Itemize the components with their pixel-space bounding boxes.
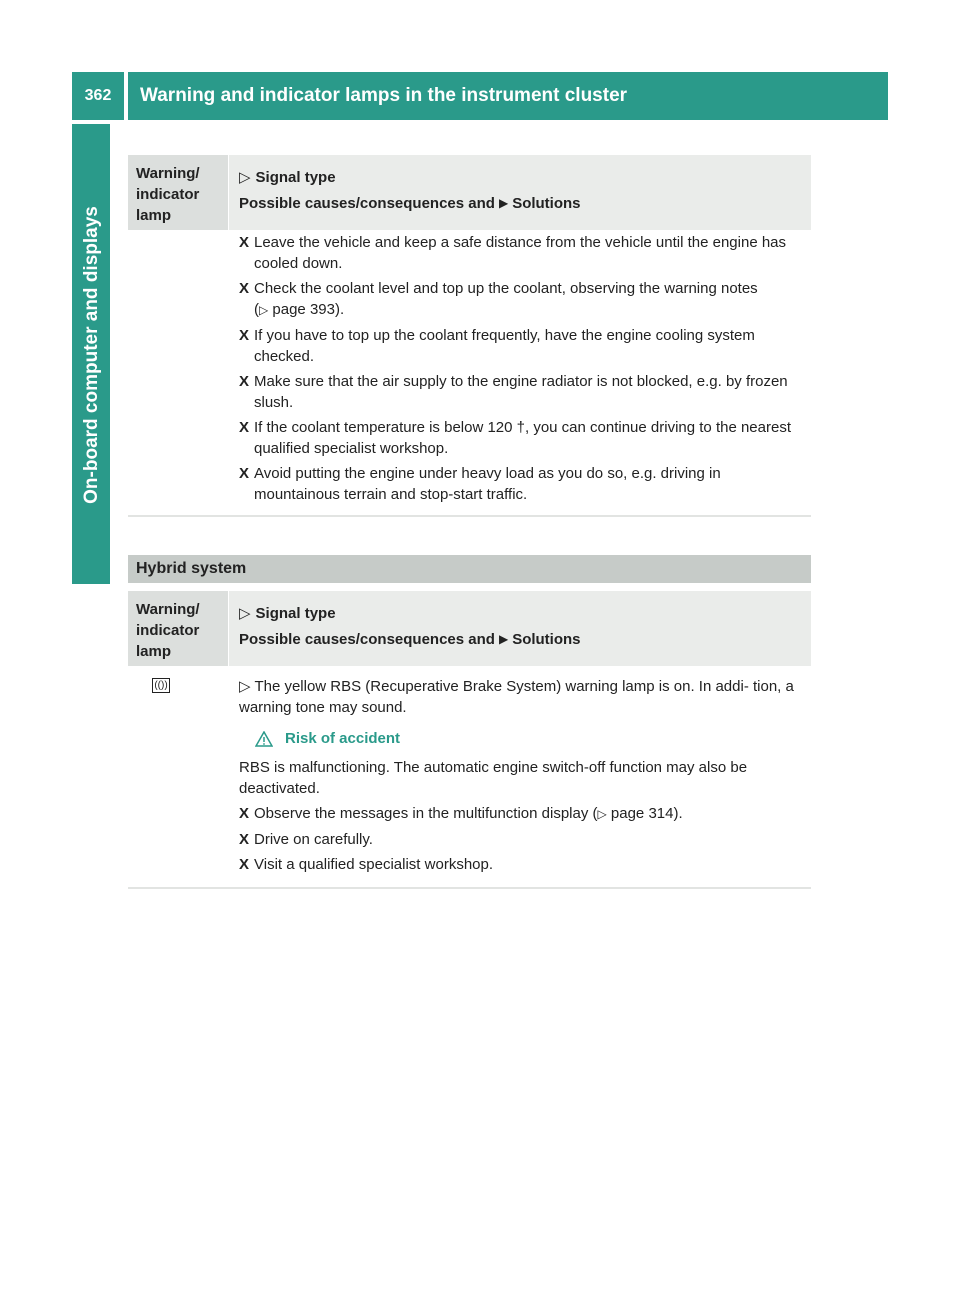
list-item-text: Make sure that the air supply to the engine radiator is not blocked, e.g. by frozen slush. [254, 373, 788, 411]
page-ref-icon: ▷ [259, 303, 269, 317]
warning-triangle-icon [255, 731, 273, 747]
table2-header-lamp-line3: lamp [136, 643, 172, 660]
warning-title: Risk of accident [285, 730, 401, 747]
table2-header-signal-label: Signal type [255, 604, 336, 622]
table2-header-signal [229, 591, 811, 666]
list-item-text: Visit a qualified specialist workshop. [254, 856, 494, 873]
table1-header-signal [229, 155, 811, 230]
rbs-warning-lamp-icon: (()) [152, 678, 170, 693]
table1-header-lamp-line3: lamp [136, 207, 172, 224]
warning-text: RBS is malfunctioning. The automatic engine switch-off function may also be deactivated. [239, 759, 748, 797]
action-x-icon: X [239, 280, 250, 297]
action-x-icon: X [239, 234, 250, 251]
lamp-description-text: The yellow RBS (Recuperative Brake System) warning lamp is on. In addi- tion, a warning tone may sound. [239, 678, 794, 716]
list-item-text: Check the coolant level and top up the coolant, observing the warning notes [254, 280, 758, 297]
table1-header-lamp-line1: Warning/ [136, 165, 200, 182]
table1-header-solutions-label: Solutions [512, 194, 581, 212]
page-number: 362 [72, 72, 124, 120]
action-x-icon: X [239, 419, 250, 436]
list-item [239, 829, 805, 850]
action-x-icon: X [239, 856, 250, 873]
table2-body [239, 676, 805, 879]
action-x-icon: X [239, 373, 250, 390]
solutions-arrow-icon: ▶ [498, 632, 509, 646]
page-ref-icon: ▷ [597, 807, 607, 821]
side-tab-label-wrap [74, 178, 110, 532]
action-x-icon: X [239, 831, 250, 848]
signal-type-icon: ▷ [239, 678, 255, 695]
signal-type-icon: ▷ [239, 605, 251, 622]
table1-header-lamp-line2: indicator [136, 186, 200, 203]
table2-header-causes-label: Possible causes/consequences and [239, 630, 495, 648]
page-title: Warning and indicator lamps in the instrument cluster [128, 72, 888, 120]
page-ref-link[interactable]: page 314). [610, 805, 683, 822]
list-item-text: Leave the vehicle and keep a safe distance from the vehicle until the engine has cooled down. [254, 234, 787, 272]
list-item-text: If you have to top up the coolant frequently, have the engine cooling system checked. [254, 327, 755, 365]
table2-header-lamp [128, 591, 228, 666]
table1-header-signal-label: Signal type [255, 168, 336, 186]
table2-header-solutions-label: Solutions [512, 630, 581, 648]
list-item [239, 854, 805, 875]
list-item-text: Avoid putting the engine under heavy load as you do so, e.g. driving in mountainous terrain and stop-start traffic. [254, 465, 721, 503]
table1-header-causes-label: Possible causes/consequences and [239, 194, 495, 212]
list-item [239, 371, 805, 413]
list-item [239, 232, 805, 274]
action-x-icon: X [239, 327, 250, 344]
side-tab-label: On-board computer and displays [81, 206, 102, 504]
list-item [239, 803, 805, 825]
signal-type-icon: ▷ [239, 169, 251, 186]
list-item: X Check the coolant level and top up the coolant, observing the warning notes (▷ page 393). [239, 280, 758, 318]
table1-divider [128, 515, 811, 517]
table2-divider [128, 887, 811, 889]
list-item-text: If the coolant temperature is below 120 †, you can continue driving to the nearest qualified specialist workshop. [254, 419, 791, 457]
list-item-text: Observe the messages in the multifunction display ( [254, 805, 598, 822]
lamp-description [239, 676, 805, 718]
action-x-icon: X [239, 465, 250, 482]
solutions-arrow-icon: ▶ [498, 196, 509, 210]
action-x-icon: X [239, 805, 250, 822]
section-title: Hybrid system [128, 555, 811, 583]
table2-header-lamp-line2: indicator [136, 622, 200, 639]
table1-header-lamp [128, 155, 228, 230]
warning-heading [255, 728, 805, 749]
table2-header-lamp-line1: Warning/ [136, 601, 200, 618]
page-ref-link[interactable]: page 393). [272, 301, 345, 318]
list-item [239, 417, 805, 459]
list-item-text: Drive on carefully. [254, 831, 373, 848]
list-item [239, 325, 805, 367]
list-item [239, 463, 805, 505]
table1-body [239, 232, 805, 509]
